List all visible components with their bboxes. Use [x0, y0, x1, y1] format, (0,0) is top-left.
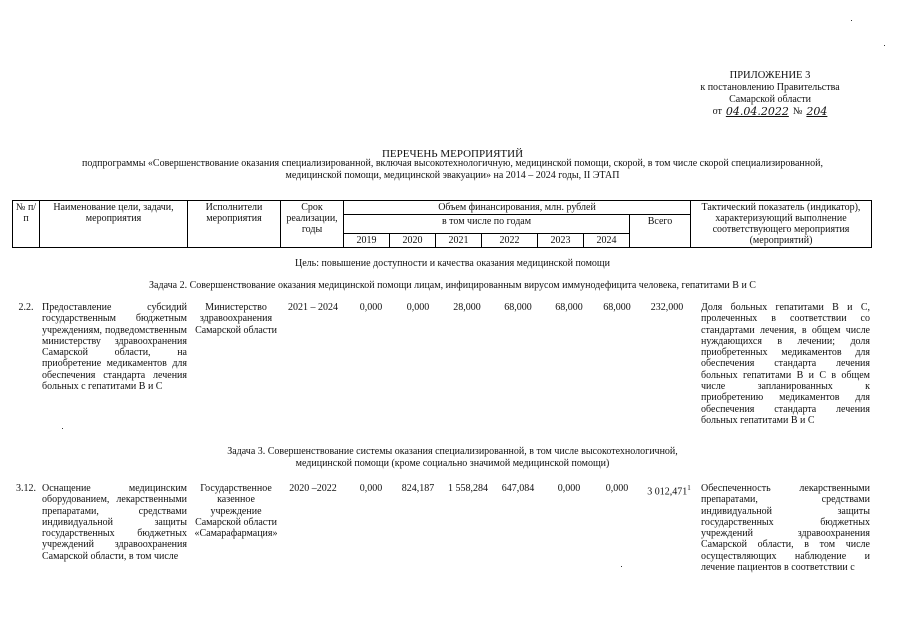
- row-value: 0,000: [359, 302, 383, 313]
- row-total-value: 3 012,471: [647, 486, 688, 498]
- row-value: 1 558,284: [448, 483, 488, 494]
- row-value: 647,084: [501, 483, 535, 494]
- document-subtitle: [0, 158, 905, 182]
- scan-speck: [884, 45, 885, 46]
- row-name: Оснащение медицинским оборудованием, лекарственными препаратами, средствами индивидуальной защиты государственных бюджетных учреждений здравоохранения Самарской области, в том числе: [42, 483, 187, 562]
- row-value: 68,000: [603, 302, 631, 313]
- row-total: 232,000: [650, 302, 684, 313]
- appendix-line1: к постановлению Правительства: [700, 82, 840, 93]
- document-title: ПЕРЕЧЕНЬ МЕРОПРИЯТИЙ: [381, 148, 524, 160]
- appendix-title: ПРИЛОЖЕНИЕ 3: [729, 70, 811, 81]
- task3-line: [0, 446, 905, 470]
- goal-line: Цель: повышение доступности и качества оказания медицинской помощи: [295, 258, 610, 269]
- header-year: 2020: [390, 234, 436, 248]
- date-prefix: от: [712, 106, 722, 117]
- row-value: 68,000: [555, 302, 583, 313]
- appendix-line2: Самарской области: [729, 94, 811, 105]
- scan-speck: [851, 20, 852, 21]
- scan-speck: [621, 566, 622, 567]
- header-indicator: Тактический показатель (индикатор), характеризующий выполнение соответствующего мероприятия (мероприятий): [691, 201, 872, 248]
- header-by-years: в том числе по годам: [344, 215, 630, 234]
- row-name: Предоставление субсидий государственным бюджетным учреждениям, подведомственным министерству здравоохранения Самарской области, на приобретение медикаментов для обеспечения стандарта лечения больных с гепатитами В и С: [42, 302, 187, 393]
- appendix-date-line: [690, 106, 850, 118]
- row-value: 0,000: [557, 483, 581, 494]
- task2-line: Задача 2. Совершенствование оказания медицинской помощи лицам, инфицированным вирусом иммунодефицита человека, гепатитами В и С: [149, 280, 756, 291]
- row-value: 28,000: [453, 302, 481, 313]
- num-prefix: №: [792, 106, 803, 117]
- appendix-block: [690, 70, 850, 118]
- scan-speck: [62, 428, 63, 429]
- row-term: 2020 –2022: [289, 483, 337, 494]
- header-num: № п/п: [13, 201, 40, 248]
- task3-line1: Задача 3. Совершенствование системы оказания специализированной, в том числе высокотехнологичной,: [227, 446, 678, 457]
- header-year: 2021: [436, 234, 482, 248]
- header-funding: Объем финансирования, млн. рублей: [344, 201, 691, 215]
- row-term: 2021 – 2024: [288, 302, 338, 313]
- header-year: 2023: [538, 234, 584, 248]
- task3-line2: медицинской помощи (кроме социально значимой медицинской помощи): [295, 458, 610, 469]
- row-value: 824,187: [401, 483, 435, 494]
- row-indicator: Доля больных гепатитами В и С, пролеченных в соответствии со стандартами лечения, в общем числе нуждающихся в лечении; доля приобретенных медикаментов для обеспечения стандарта лечения больных гепатитами В и С в общем числе запланированных к приобретению медикаментов для обеспечения стандарта лечения больных гепатитами В и С: [701, 302, 870, 426]
- header-total: Всего: [630, 215, 691, 248]
- header-name: Наименование цели, задачи, мероприятия: [40, 201, 188, 248]
- header-year: 2022: [482, 234, 538, 248]
- num-value: 204: [806, 105, 828, 118]
- row-num: 3.12.: [16, 483, 36, 494]
- row-total-footnote: 1: [687, 484, 691, 492]
- header-executor: Исполнители мероприятия: [188, 201, 281, 248]
- date-value: 04.04.2022: [725, 105, 789, 118]
- header-year: 2024: [584, 234, 630, 248]
- row-executor: Государственное казенное учреждение Самарской области «Самарафармация»: [194, 483, 278, 540]
- row-num: 2.2.: [18, 302, 34, 313]
- row-value: 0,000: [359, 483, 383, 494]
- header-term: Срок реализации, годы: [281, 201, 344, 248]
- header-year: 2019: [344, 234, 390, 248]
- row-executor: Министерство здравоохранения Самарской области: [195, 302, 277, 336]
- subtitle-line1: подпрограммы «Совершенствование оказания специализированной, включая высокотехнологичную, медицинской помощи, скорой, в том числе скорой специализированной,: [82, 158, 823, 169]
- row-indicator: Обеспеченность лекарственными препаратами, средствами индивидуальной защиты государственных бюджетных учреждений здравоохранения Самарской области, в том числе осуществляющих наблюдение и лечение пациентов в соответствии с: [701, 483, 870, 574]
- subtitle-line2: медицинской помощи, медицинской эвакуации» на 2014 – 2024 годы, II ЭТАП: [285, 170, 620, 181]
- table-header: [12, 200, 872, 248]
- row-value: 68,000: [504, 302, 532, 313]
- row-value: 0,000: [605, 483, 629, 494]
- row-total: [640, 483, 698, 498]
- row-value: 0,000: [406, 302, 430, 313]
